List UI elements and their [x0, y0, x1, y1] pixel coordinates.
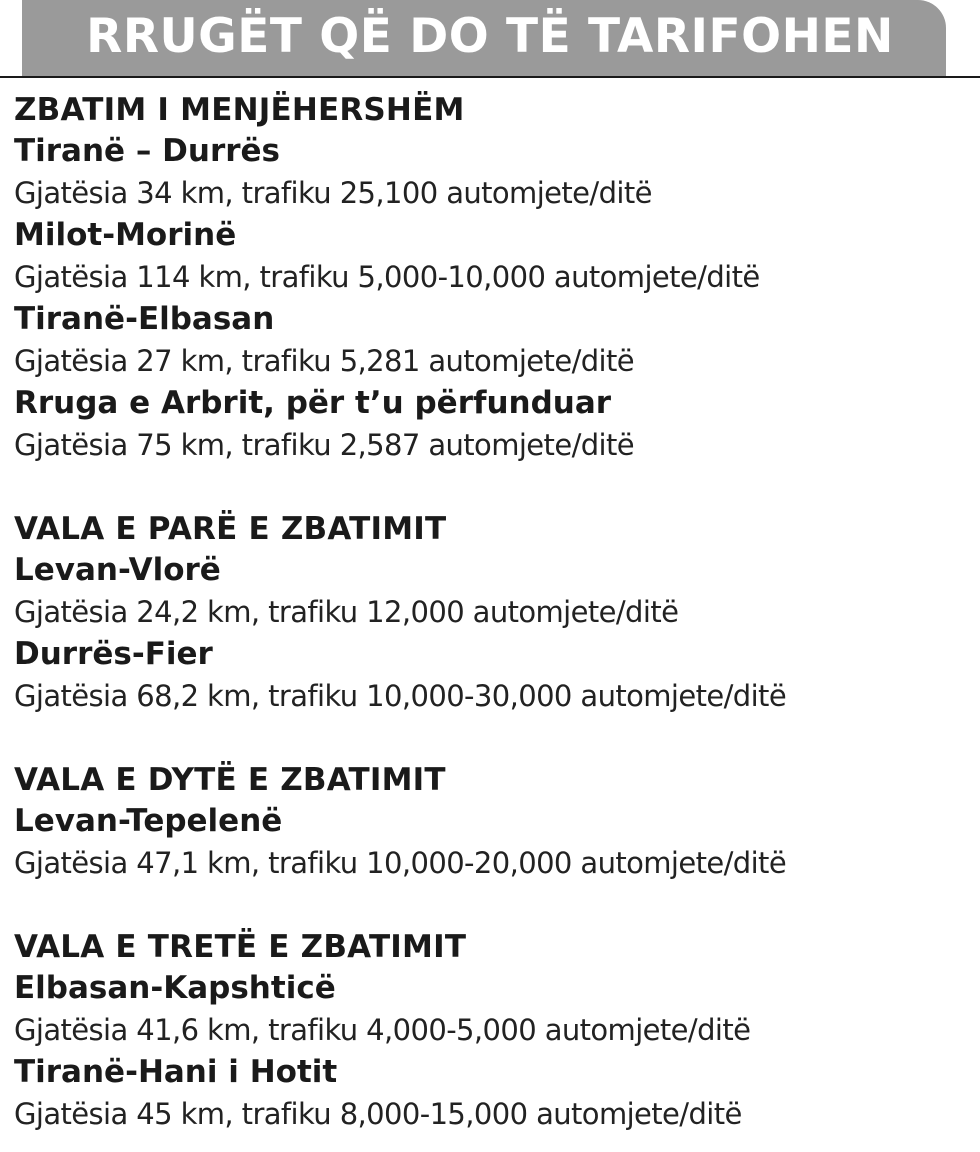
route-name: Milot-Morinë	[14, 217, 237, 253]
route-detail: Gjatësia 45 km, trafiku 8,000-15,000 automjete/ditë	[14, 1097, 742, 1131]
section-title: ZBATIM I MENJËHERSHËM	[14, 92, 465, 128]
section-title: VALA E PARË E ZBATIMIT	[14, 511, 447, 547]
section-third-wave	[14, 927, 974, 1135]
route-name: Levan-Tepelenë	[14, 803, 283, 839]
header	[0, 0, 980, 78]
page-title: RRUGËT QË DO TË TARIFOHEN	[86, 9, 894, 64]
route-name: Levan-Vlorë	[14, 552, 221, 588]
route-detail: Gjatësia 75 km, trafiku 2,587 automjete/ditë	[14, 428, 635, 462]
route-detail: Gjatësia 24,2 km, trafiku 12,000 automjete/ditë	[14, 595, 679, 629]
route-name: Elbasan-Kapshticë	[14, 970, 336, 1006]
section-title: VALA E DYTË E ZBATIMIT	[14, 762, 446, 798]
section-second-wave	[14, 760, 974, 884]
routes-list	[14, 90, 974, 1135]
route-detail: Gjatësia 41,6 km, trafiku 4,000-5,000 automjete/ditë	[14, 1013, 751, 1047]
section-first-wave	[14, 509, 974, 717]
section-immediate	[14, 90, 974, 466]
route-name: Durrës-Fier	[14, 636, 213, 672]
route-detail: Gjatësia 68,2 km, trafiku 10,000-30,000 automjete/ditë	[14, 679, 787, 713]
section-title: VALA E TRETË E ZBATIMIT	[14, 929, 467, 965]
header-divider	[0, 76, 980, 78]
route-name: Rruga e Arbrit, për t’u përfunduar	[14, 385, 612, 421]
route-name: Tiranë-Hani i Hotit	[14, 1054, 338, 1090]
route-name: Tiranë – Durrës	[14, 133, 281, 169]
route-detail: Gjatësia 27 km, trafiku 5,281 automjete/ditë	[14, 344, 635, 378]
route-detail: Gjatësia 114 km, trafiku 5,000-10,000 automjete/ditë	[14, 260, 760, 294]
route-name: Tiranë-Elbasan	[14, 301, 275, 337]
route-detail: Gjatësia 47,1 km, trafiku 10,000-20,000 automjete/ditë	[14, 846, 787, 880]
route-detail: Gjatësia 34 km, trafiku 25,100 automjete/ditë	[14, 176, 652, 210]
